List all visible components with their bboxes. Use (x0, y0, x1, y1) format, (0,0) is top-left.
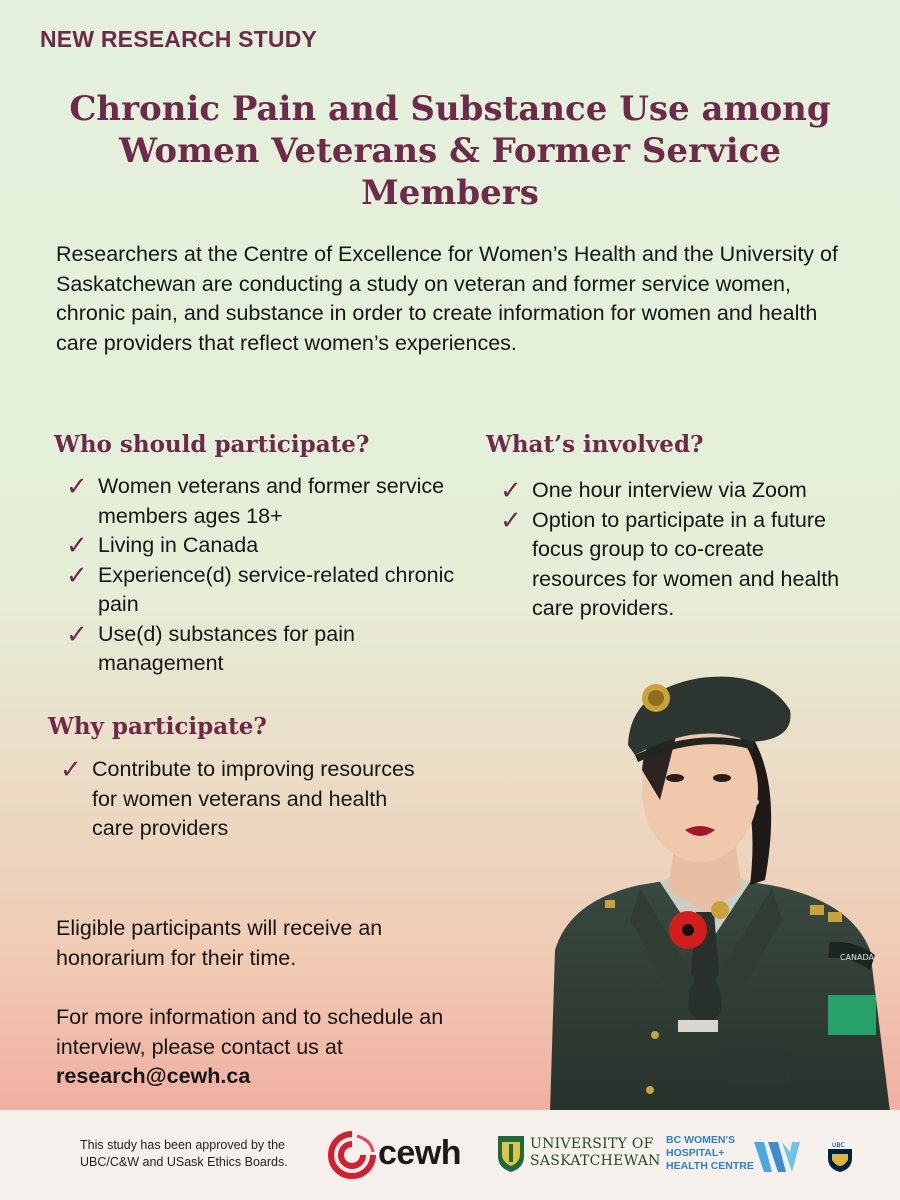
canada-badge-text: CANADA (840, 953, 875, 962)
check-icon: ✓ (66, 560, 88, 591)
cewh-logo-text: cewh (378, 1134, 462, 1172)
intro-paragraph: Researchers at the Centre of Excellence for Women’s Health and the University of Saskatchewan are conducting a study on veteran and former service women, chronic pain, and substance in order to create information for women and health care providers that reflect women’s experiences. (56, 242, 838, 355)
check-icon: ✓ (66, 472, 88, 502)
usask-logo-text: UNIVERSITY OF SASKATCHEWAN (530, 1136, 661, 1169)
ethics-approval-text: This study has been approved by the UBC/C&W and USask Ethics Boards. (80, 1138, 288, 1169)
involved-list (500, 476, 860, 624)
who-heading: Who should participate? (54, 431, 370, 458)
contact-email-link[interactable]: research@cewh.ca (56, 1064, 251, 1088)
bcw-logo-text: BC WOMEN'S HOSPITAL+ HEALTH CENTRE (666, 1134, 754, 1172)
cewh-logo-icon (327, 1130, 377, 1180)
service-member-photo (510, 650, 900, 1112)
who-list (66, 472, 456, 679)
list-item: ✓ Contribute to improving resources for women veterans and health care providers (60, 755, 415, 840)
check-icon: ✓ (500, 476, 522, 506)
usask-crest-icon (496, 1134, 526, 1174)
list-item: ✓ One hour interview via Zoom (500, 476, 807, 506)
bcw-mark-icon (752, 1138, 802, 1176)
ubc-crest-text: UBC (832, 1142, 845, 1149)
list-item: ✓ Women veterans and former service members ages 18+ (66, 472, 445, 528)
contact-text (56, 1003, 496, 1092)
involved-heading: What’s involved? (486, 431, 704, 458)
footer (0, 1110, 900, 1200)
ubc-crest-icon (826, 1138, 854, 1174)
check-icon: ✓ (66, 531, 88, 561)
why-list (60, 755, 420, 844)
list-item: ✓ Experience(d) service-related chronic pain (66, 560, 455, 616)
list-item: ✓ Option to participate in a future focus group to co-create resources for women and health care providers. (500, 505, 840, 620)
page-title: Chronic Pain and Substance Use among Women Veterans & Former Service Members (69, 89, 831, 213)
contact-sentence: For more information and to schedule an interview, please contact us at (56, 1005, 444, 1059)
kicker: NEW RESEARCH STUDY (40, 26, 318, 52)
check-icon: ✓ (500, 505, 522, 536)
why-heading: Why participate? (48, 713, 267, 740)
list-item: ✓ Living in Canada (66, 531, 259, 561)
list-item: ✓ Use(d) substances for pain management (66, 619, 355, 675)
check-icon: ✓ (60, 755, 82, 785)
honorarium-text: Eligible participants will receive an honorarium for their time. (56, 916, 383, 970)
check-icon: ✓ (66, 619, 88, 650)
